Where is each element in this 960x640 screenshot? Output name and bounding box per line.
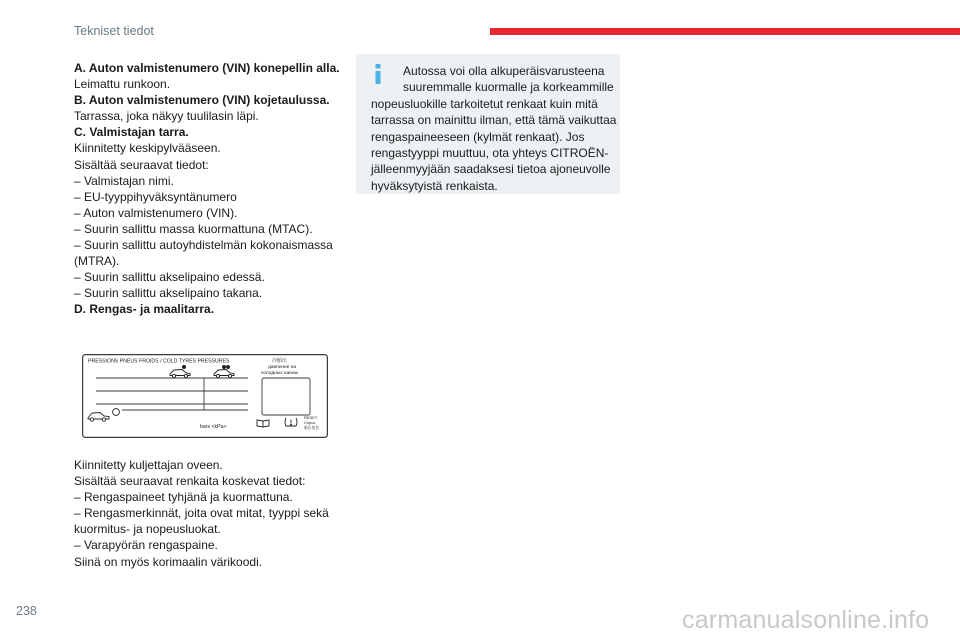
paragraph: Kiinnitetty kuljettajan oveen. <box>74 458 223 472</box>
label-cn-text: 冷胎压 <box>272 358 288 364</box>
list-item: – Suurin sallittu akselipaino edessä. <box>74 270 265 285</box>
tyre-label-info-text <box>74 457 344 570</box>
paragraph: Kiinnitetty keskipylvääseen. <box>74 141 221 156</box>
paragraph: Leimattu runkoon. <box>74 77 171 92</box>
list-item: – Auton valmistenumero (VIN). <box>74 205 238 220</box>
label-heading: PRESSIONS PNEUS FROIDS / COLD TYRES PRESSURES <box>88 358 230 365</box>
paragraph: D. Rengas- ja maalitarra. <box>74 302 215 317</box>
label-units: bars <kPa> <box>200 424 227 430</box>
info-note-body: nopeusluokille tarkoitetut renkaat kuin mitä tarrassa on mainittu ilman, että tämä vaikuttaa rengaspaineeseen (kylmät renkaat). Jos rengastyyppi muuttuu, ota yhteys CITROËN-jälleenmyyjään saadaksesi tietoa ajoneuvolle hyväksytyistä renkaista. <box>371 96 617 193</box>
label-reset-text: Спрос <box>304 420 316 425</box>
list-item: – Varapyörän rengaspaine. <box>74 538 218 553</box>
list-item: – Rengaspaineet tyhjänä ja kuormattuna. <box>74 490 293 505</box>
section-title: Tekniset tiedot <box>74 24 154 38</box>
paragraph: Sisältää seuraavat renkaita koskevat tiedot: <box>74 474 306 489</box>
info-note-text <box>371 63 617 194</box>
section-accent-bar <box>490 28 960 35</box>
info-note-first-lines: Autossa voi olla alkuperäisvarusteena suuremmalle kuormalle ja korkeammille <box>403 64 614 95</box>
list-item: – EU-tyyppihyväksyntänumero <box>74 189 237 204</box>
list-item: – Suurin sallittu akselipaino takana. <box>74 286 263 301</box>
paragraph: Sisältää seuraavat tiedot: <box>74 157 209 172</box>
list-item: – Valmistajan nimi. <box>74 173 174 188</box>
info-note-box <box>356 54 620 194</box>
paint-code-box <box>262 378 310 415</box>
label-ru-text: давление на <box>268 365 297 370</box>
paragraph: Tarrassa, joka näkyy tuulilasin läpi. <box>74 109 259 124</box>
label-reset-text: RESET <box>304 415 318 420</box>
tyre-pressure-label-illustration <box>82 354 328 438</box>
paragraph: B. Auton valmistenumero (VIN) kojetaulussa. <box>74 93 330 108</box>
paragraph: Siinä on myös korimaalin värikoodi. <box>74 554 263 569</box>
paragraph: C. Valmistajan tarra. <box>74 125 189 140</box>
paragraph: A. Auton valmistenumero (VIN) konepellin alla. <box>74 61 340 75</box>
list-item: – Suurin sallittu massa kuormattuna (MTAC). <box>74 221 313 236</box>
vin-info-text <box>74 60 344 318</box>
label-ru-text: холодных шинах <box>261 371 299 376</box>
list-item: – Rengasmerkinnät, joita ovat mitat, tyyppi sekä kuormitus- ja nopeusluokat. <box>74 506 329 537</box>
list-item: – Suurin sallittu autoyhdistelmän kokonaismassa (MTRA). <box>74 238 333 269</box>
label-reset-text: 胎压复位 <box>304 425 320 430</box>
page-number: 238 <box>16 604 37 618</box>
watermark: carmanualsonline.info <box>682 606 930 634</box>
